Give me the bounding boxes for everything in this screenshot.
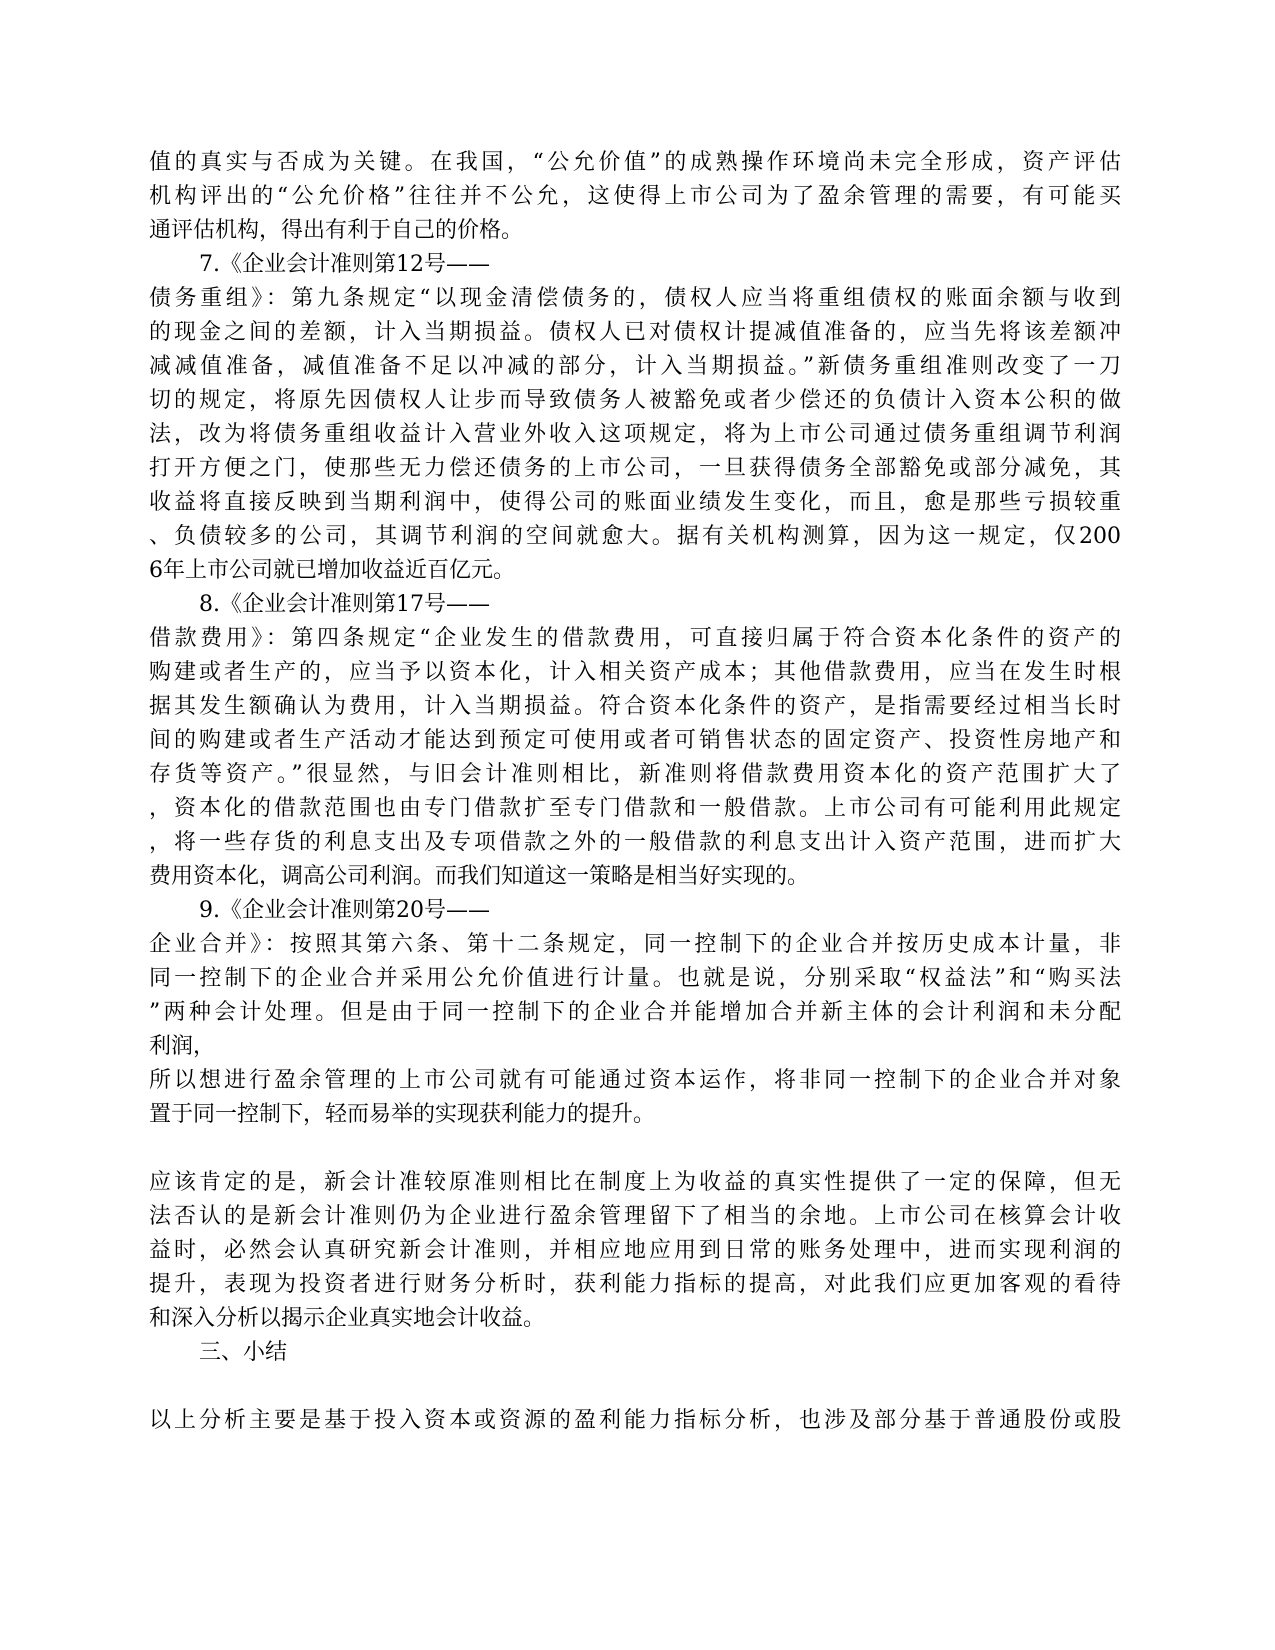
- section-heading: 三、小结: [199, 1340, 288, 1365]
- text-line: 减减值准备，减值准备不足以冲减的部分，计入当期损益。”新债务重组准则改变了一刀: [149, 354, 1121, 379]
- text-line: 打开方便之门，使那些无力偿还债务的上市公司，一旦获得债务全部豁免或部分减免，其: [149, 456, 1121, 481]
- text-line: 益时，必然会认真研究新会计准则，并相应地应用到日常的账务处理中，进而实现利润的: [149, 1238, 1121, 1263]
- text-line: ”两种会计处理。但是由于同一控制下的企业合并能增加合并新主体的会计利润和未分配: [149, 1000, 1121, 1025]
- list-item-heading: 7.《企业会计准则第12号——: [199, 252, 490, 277]
- document-page: [149, 146, 1121, 1438]
- text-line: 值的真实与否成为关键。在我国，“公允价值”的成熟操作环境尚未完全形成，资产评估: [149, 150, 1121, 175]
- blank-line: [149, 1132, 1121, 1166]
- text-line: 间的购建或者生产活动才能达到预定可使用或者可销售状态的固定资产、投资性房地产和: [149, 728, 1121, 753]
- text-line: 存货等资产。”很显然，与旧会计准则相比，新准则将借款费用资本化的资产范围扩大了: [149, 762, 1121, 787]
- text-line: 利润，: [149, 1034, 216, 1059]
- text-line: 法，改为将债务重组收益计入营业外收入这项规定，将为上市公司通过债务重组调节利润: [149, 422, 1121, 447]
- text-line: 应该肯定的是，新会计准较原准则相比在制度上为收益的真实性提供了一定的保障，但无: [149, 1170, 1121, 1195]
- list-item-heading: 9.《企业会计准则第20号——: [199, 898, 490, 923]
- text-line: 借款费用》：第四条规定“企业发生的借款费用，可直接归属于符合资本化条件的资产的: [149, 626, 1121, 651]
- text-line: 置于同一控制下，轻而易举的实现获利能力的提升。: [149, 1102, 656, 1127]
- text-line: 和深入分析以揭示企业真实地会计收益。: [149, 1306, 546, 1331]
- text-line: 据其发生额确认为费用，计入当期损益。符合资本化条件的资产，是指需要经过相当长时: [149, 694, 1121, 719]
- text-line: 的现金之间的差额，计入当期损益。债权人已对债权计提减值准备的，应当先将该差额冲: [149, 320, 1121, 345]
- text-line: 、负债较多的公司，其调节利润的空间就愈大。据有关机构测算，因为这一规定，仅200: [149, 524, 1121, 549]
- text-line: 费用资本化，调高公司利润。而我们知道这一策略是相当好实现的。: [149, 864, 810, 889]
- blank-line: [149, 1370, 1121, 1404]
- text-line: 提升，表现为投资者进行财务分析时，获利能力指标的提高，对此我们应更加客观的看待: [149, 1272, 1121, 1297]
- text-line: 收益将直接反映到当期利润中，使得公司的账面业绩发生变化，而且，愈是那些亏损较重: [149, 490, 1121, 515]
- text-line: 购建或者生产的，应当予以资本化，计入相关资产成本；其他借款费用，应当在发生时根: [149, 660, 1121, 685]
- text-line: 同一控制下的企业合并采用公允价值进行计量。也就是说，分别采取“权益法”和“购买法: [149, 966, 1121, 991]
- text-line: ，将一些存货的利息支出及专项借款之外的一般借款的利息支出计入资产范围，进而扩大: [149, 830, 1121, 855]
- text-line: ，资本化的借款范围也由专门借款扩至专门借款和一般借款。上市公司有可能利用此规定: [149, 796, 1121, 821]
- text-line: 机构评出的“公允价格”往往并不公允，这使得上市公司为了盈余管理的需要，有可能买: [149, 184, 1121, 209]
- text-line: 切的规定，将原先因债权人让步而导致债务人被豁免或者少偿还的负债计入资本公积的做: [149, 388, 1121, 413]
- text-line: 企业合并》：按照其第六条、第十二条规定，同一控制下的企业合并按历史成本计量，非: [149, 932, 1121, 957]
- text-line: 法否认的是新会计准则仍为企业进行盈余管理留下了相当的余地。上市公司在核算会计收: [149, 1204, 1121, 1229]
- text-line: 债务重组》：第九条规定“以现金清偿债务的，债权人应当将重组债权的账面余额与收到: [149, 286, 1121, 311]
- text-line: 所以想进行盈余管理的上市公司就有可能通过资本运作，将非同一控制下的企业合并对象: [149, 1068, 1121, 1093]
- text-line: 通评估机构，得出有利于自己的价格。: [149, 218, 524, 243]
- text-line: 以上分析主要是基于投入资本或资源的盈利能力指标分析，也涉及部分基于普通股份或股: [149, 1408, 1121, 1433]
- list-item-heading: 8.《企业会计准则第17号——: [199, 592, 490, 617]
- text-line: 6年上市公司就已增加收益近百亿元。: [149, 558, 515, 583]
